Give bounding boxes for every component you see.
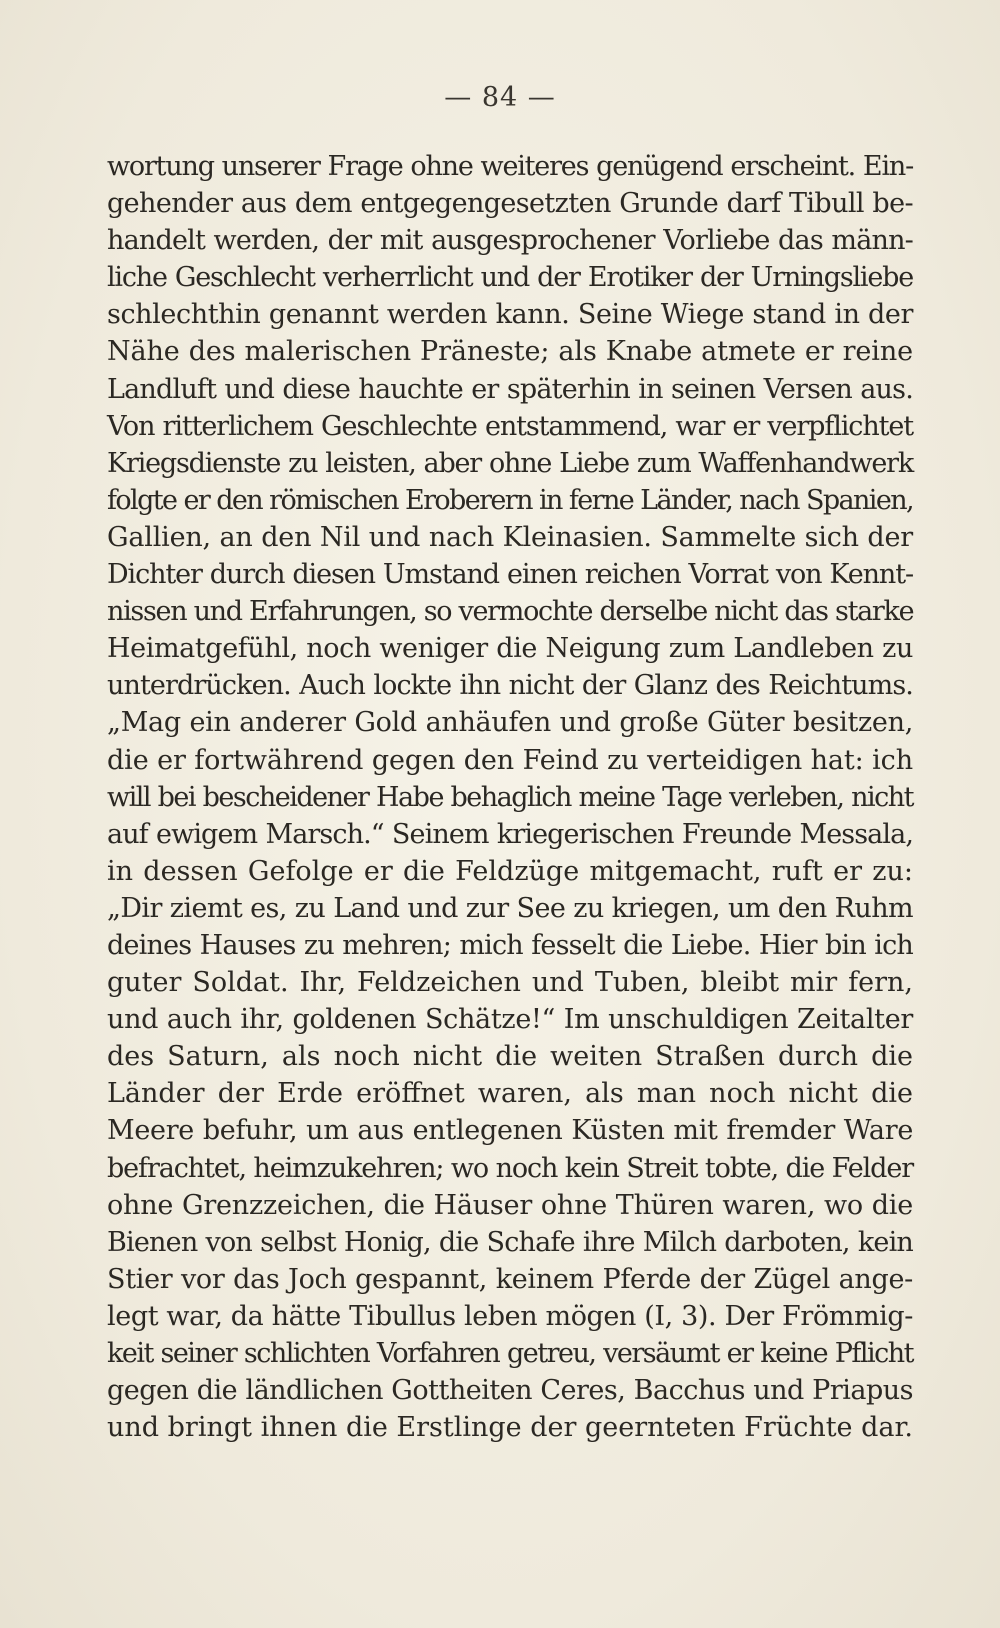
text-line: Heimatgefühl, noch weniger die Neigung zum Landleben zu: [107, 633, 913, 665]
text-line: keit seiner schlichten Vorfahren getreu, versäumt er keine Pflicht: [107, 1338, 913, 1369]
text-line: Dichter durch diesen Umstand einen reichen Vorrat von Kennt-: [107, 559, 913, 591]
text-line: und auch ihr, goldenen Schätze!“ Im unschuldigen Zeitalter: [107, 1004, 913, 1036]
text-line: Gallien, an den Nil und nach Kleinasien. Sammelte sich der: [107, 521, 913, 553]
text-line: guter Soldat. Ihr, Feldzeichen und Tuben, bleibt mir fern,: [107, 967, 913, 999]
text-line: in dessen Gefolge er die Feldzüge mitgemacht, ruft er zu:: [107, 855, 913, 887]
text-line: deines Hauses zu mehren; mich fesselt die Liebe. Hier bin ich: [107, 929, 913, 961]
text-line: des Saturn, als noch nicht die weiten Straßen durch die: [107, 1041, 913, 1073]
page-number: — 84 —: [444, 82, 556, 113]
text-line: liche Geschlecht verherrlicht und der Erotiker der Urningsliebe: [107, 262, 913, 294]
text-line: Bienen von selbst Honig, die Schafe ihre Milch darboten, kein: [107, 1226, 913, 1258]
text-line: Von ritterlichem Geschlechte entstammend, war er verpflichtet: [107, 410, 913, 442]
text-line: schlechthin genannt werden kann. Seine Wiege stand in der: [107, 299, 913, 331]
text-line: Nähe des malerischen Präneste; als Knabe atmete er reine: [107, 336, 913, 368]
text-line: gegen die ländlichen Gottheiten Ceres, Bacchus und Priapus: [107, 1375, 913, 1407]
text-line: und bringt ihnen die Erstlinge der geernteten Früchte dar.: [107, 1412, 914, 1444]
text-line: „Dir ziemt es, zu Land und zur See zu kriegen, um den Ruhm: [107, 892, 913, 924]
text-line: Kriegsdienste zu leisten, aber ohne Liebe zum Waffenhandwerk: [107, 447, 913, 479]
text-line: Länder der Erde eröffnet waren, als man noch nicht die: [107, 1078, 913, 1110]
text-line: auf ewigem Marsch.“ Seinem kriegerischen Freunde Messala,: [107, 818, 913, 850]
text-line: die er fortwährend gegen den Feind zu verteidigen hat: ich: [107, 744, 913, 776]
text-line: Landluft und diese hauchte er späterhin in seinen Versen aus.: [107, 373, 913, 405]
text-line: nissen und Erfahrungen, so vermochte derselbe nicht das starke: [107, 596, 914, 628]
text-line: gehender aus dem entgegengesetzten Grunde darf Tibull be-: [107, 188, 913, 220]
text-line: Meere befuhr, um aus entlegenen Küsten mit fremder Ware: [107, 1115, 913, 1147]
text-line: wortung unserer Frage ohne weiteres genügend erscheint. Ein-: [107, 151, 913, 182]
text-line: „Mag ein anderer Gold anhäufen und große Güter besitzen,: [107, 707, 913, 739]
text-line: unterdrücken. Auch lockte ihn nicht der Glanz des Reichtums.: [107, 670, 913, 702]
text-line: will bei bescheidener Habe behaglich meine Tage verleben, nicht: [107, 781, 913, 813]
text-line: Stier vor das Joch gespannt, keinem Pferde der Zügel ange-: [107, 1263, 913, 1295]
text-line: folgte er den römischen Eroberern in ferne Länder, nach Spanien,: [107, 484, 913, 516]
text-line: ohne Grenzzeichen, die Häuser ohne Thüren waren, wo die: [107, 1189, 913, 1221]
text-line: legt war, da hätte Tibullus leben mögen (I, 3). Der Frömmig-: [107, 1300, 913, 1332]
text-line: handelt werden, der mit ausgesprochener Vorliebe das männ-: [107, 225, 913, 257]
body-text: [107, 148, 913, 1446]
text-line: befrachtet, heimzukehren; wo noch kein Streit tobte, die Felder: [107, 1152, 914, 1184]
